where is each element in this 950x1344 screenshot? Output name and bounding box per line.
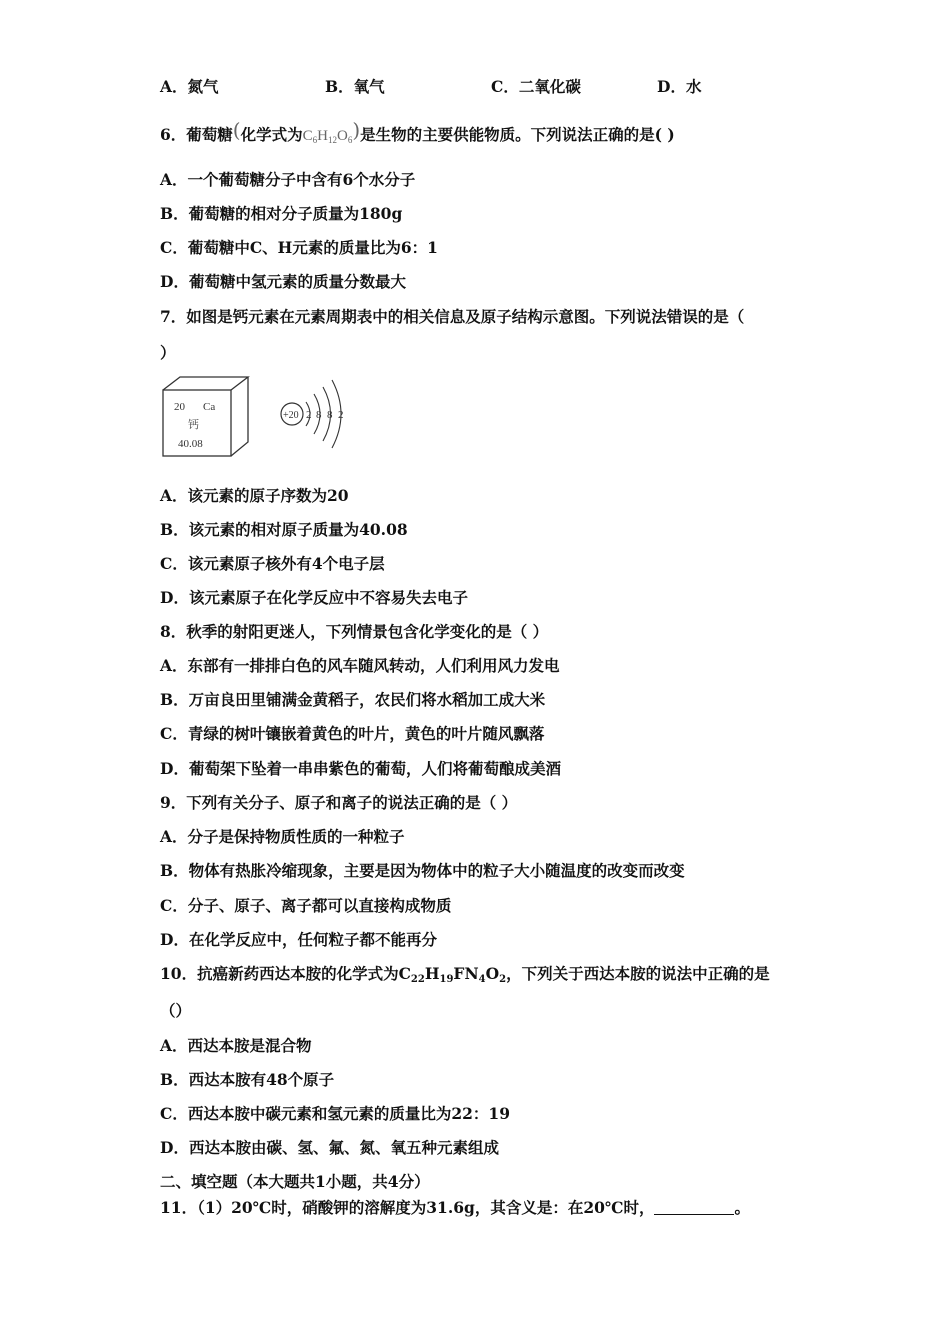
q10-option-c: C．西达本胺中碳元素和氢元素的质量比为22：19	[160, 1104, 510, 1123]
q10-option-b: B．西达本胺有48个原子	[160, 1070, 335, 1089]
q6-option-d: D．葡萄糖中氢元素的质量分数最大	[160, 272, 406, 291]
element-symbol: Ca	[203, 401, 216, 413]
q5-option-a: A．氮气	[160, 77, 219, 96]
q7-option-d: D．该元素原子在化学反应中不容易失去电子	[160, 588, 468, 607]
q8-option-d: D．葡萄架下坠着一串串紫色的葡萄，人们将葡萄酿成美酒	[160, 759, 561, 778]
q8-option-a: A．东部有一排排白色的风车随风转动，人们利用风力发电	[160, 656, 560, 675]
q6-stem: 6．葡萄糖(化学式为$C_6H_{12}O_6$)是生物的主要供能物质。下列说法正确的是( )	[160, 118, 675, 145]
element-cell	[163, 377, 248, 456]
answer-blank[interactable]	[654, 1200, 734, 1215]
shell-1-electrons: 2	[306, 409, 312, 421]
q8-option-b: B．万亩良田里铺满金黄稻子，农民们将水稻加工成大米	[160, 690, 546, 709]
q10-option-d: D．西达本胺由碳、氢、氟、氮、氧五种元素组成	[160, 1138, 499, 1157]
q6-option-c: C．葡萄糖中C、H元素的质量比为6：1	[160, 238, 438, 257]
q10-stem: 10．抗癌新药西达本胺的化学式为$C_{22}H_{19}FN_4O_2$，下列关于西达本胺的说法中正确的是	[160, 964, 770, 985]
q9-option-b: B．物体有热胀冷缩现象，主要是因为物体中的粒子大小随温度的改变而改变	[160, 861, 685, 880]
atomic-number: 20	[174, 401, 185, 413]
q11-stem: 11．（1）20℃时，硝酸钾的溶解度为31.6g，其含义是：在20℃时， 。	[160, 1198, 750, 1217]
q8-option-c: C．青绿的树叶镶嵌着黄色的叶片，黄色的叶片随风飘落	[160, 724, 545, 743]
q7-stem: 7．如图是钙元素在元素周期表中的相关信息及原子结构示意图。下列说法错误的是（	[160, 307, 745, 326]
shell-2-electrons: 8	[316, 409, 322, 421]
shell-3-electrons: 8	[327, 409, 333, 421]
sidabenamine-formula: $C_{22}H_{19}FN_4O_2$	[398, 964, 507, 985]
atomic-structure-diagram	[281, 380, 344, 448]
q10-stem-continued: （）	[160, 1001, 192, 1020]
shell-4-electrons: 2	[338, 409, 344, 421]
q6-option-b: B．葡萄糖的相对分子质量为180g	[160, 204, 403, 223]
q9-option-c: C．分子、原子、离子都可以直接构成物质	[160, 896, 452, 915]
q7-option-c: C．该元素原子核外有4个电子层	[160, 554, 385, 573]
glucose-formula: $C_6H_{12}O_6$	[302, 128, 353, 145]
q5-option-b: B．氧气	[325, 77, 385, 96]
q9-stem: 9．下列有关分子、原子和离子的说法正确的是（ ）	[160, 793, 518, 812]
q7-option-b: B．该元素的相对原子质量为40.08	[160, 520, 408, 539]
element-name: 钙	[188, 418, 199, 431]
calcium-element-figure	[160, 374, 354, 460]
atomic-mass: 40.08	[178, 438, 203, 450]
q5-options	[160, 77, 760, 97]
q6-option-a: A．一个葡萄糖分子中含有6个水分子	[160, 170, 416, 189]
nucleus-charge: +20	[283, 410, 299, 421]
q8-stem: 8．秋季的射阳更迷人，下列情景包含化学变化的是（ ）	[160, 622, 549, 641]
q5-option-d: D．水	[657, 77, 702, 96]
q5-option-c: C．二氧化碳	[491, 77, 581, 96]
q9-option-a: A．分子是保持物质性质的一种粒子	[160, 827, 405, 846]
q10-option-a: A．西达本胺是混合物	[160, 1036, 312, 1055]
q9-option-d: D．在化学反应中，任何粒子都不能再分	[160, 930, 437, 949]
q7-option-a: A．该元素的原子序数为20	[160, 486, 349, 505]
section-2-title: 二、填空题（本大题共1小题，共4分）	[160, 1172, 430, 1191]
q7-stem-continued: ）	[160, 343, 176, 362]
